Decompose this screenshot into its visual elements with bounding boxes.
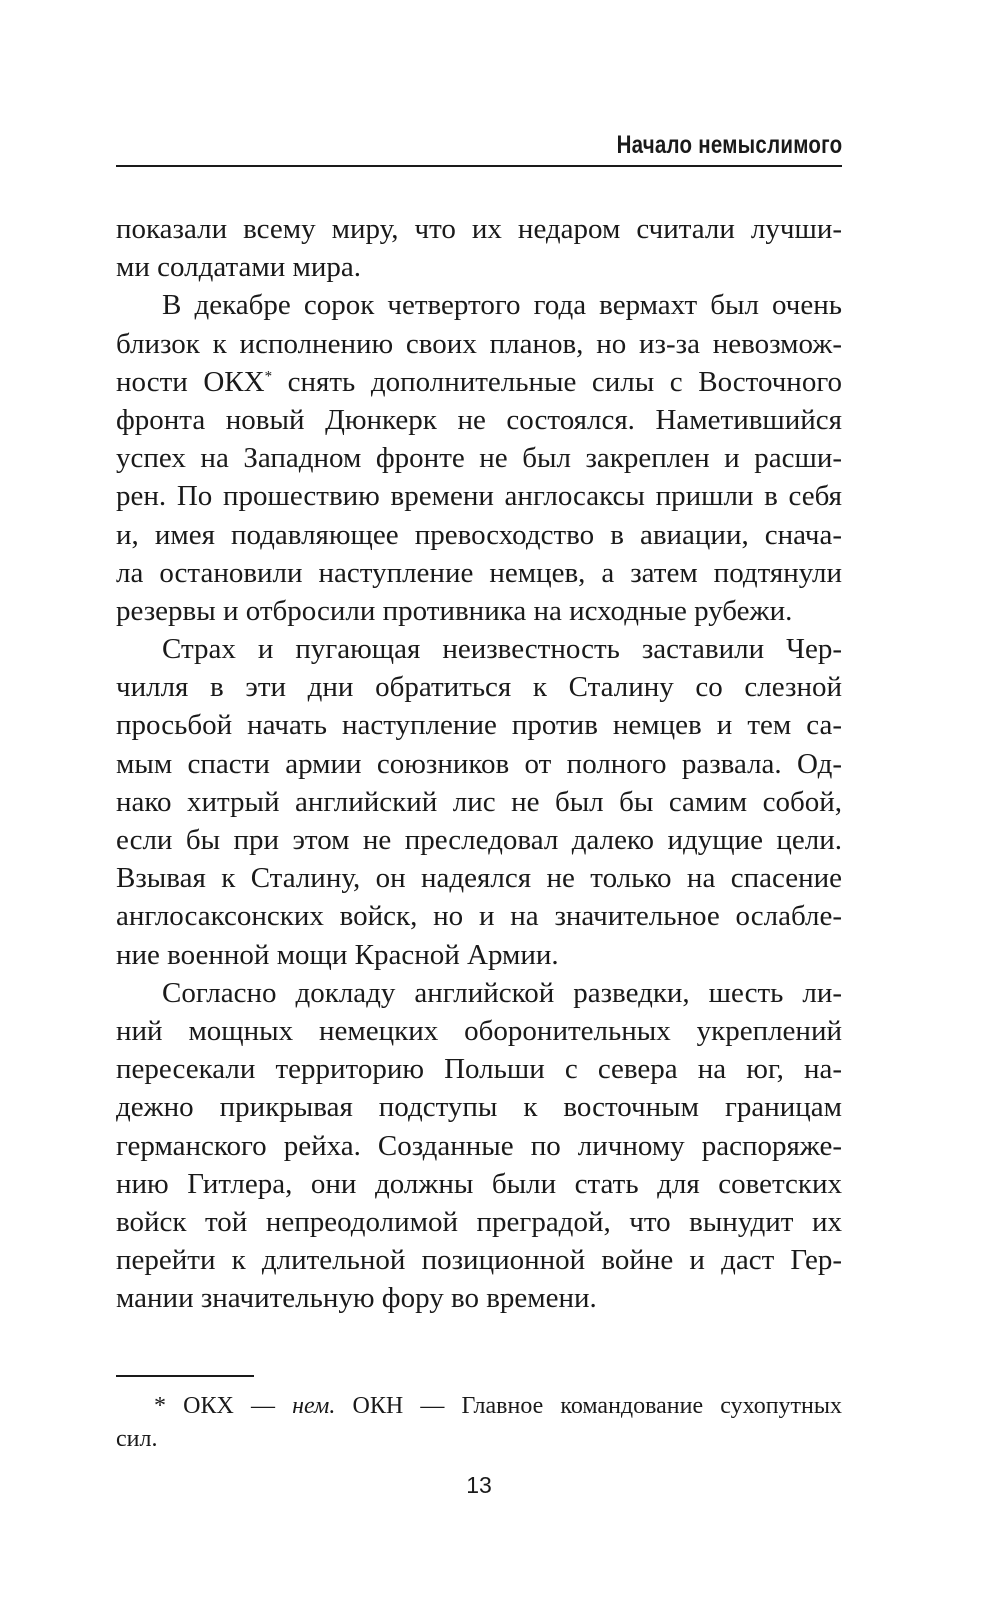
text-line: рен. По прошествию времени англосаксы пришли в себя xyxy=(116,480,842,513)
text-line: ми солдатами мира. xyxy=(116,251,361,284)
text-line: мании значительную фору во времени. xyxy=(116,1282,597,1315)
text-line: фронта новый Дюнкерк не состоялся. Наметившийся xyxy=(116,403,842,436)
text-line: нако хитрый английский лис не был бы самим собой, xyxy=(116,785,842,818)
text-line: перейти к длительной позиционной войне и даст Гер- xyxy=(116,1244,842,1277)
text-line: просьбой начать наступление против немцев и тем са- xyxy=(116,709,842,742)
footnote-line xyxy=(116,1390,842,1423)
paragraph-1 xyxy=(116,210,842,286)
page-number: 13 xyxy=(466,1472,492,1498)
running-head: Начало немыслимого xyxy=(616,131,842,159)
body-text xyxy=(116,210,842,1317)
text-line: В декабре сорок четвертого года вермахт был очень xyxy=(162,289,842,322)
text-line: Страх и пугающая неизвестность заставили Чер- xyxy=(162,633,842,666)
header-rule xyxy=(116,165,842,167)
text-line-with-footnote xyxy=(116,363,842,401)
text-line: Согласно докладу английской разведки, шесть ли- xyxy=(162,976,842,1009)
paragraph-4 xyxy=(116,974,842,1318)
footnote-rule xyxy=(116,1375,254,1377)
text-segment: снять дополнительные силы с Восточного xyxy=(272,365,842,398)
footnote-text: ОКН — Главное командование сухопутных xyxy=(335,1393,843,1419)
text-line: англосаксонских войск, но и на значительное ослабле- xyxy=(116,900,842,933)
text-line: нию Гитлера, они должны были стать для советских xyxy=(116,1167,842,1200)
text-line: ние военной мощи Красной Армии. xyxy=(116,938,559,971)
text-line: Взывая к Сталину, он надеялся не только на спасение xyxy=(116,862,842,895)
text-line: дежно прикрывая подступы к восточным границам xyxy=(116,1091,842,1124)
text-line: войск той непреодолимой преградой, что вынудит их xyxy=(116,1205,842,1238)
footnote-marker: * xyxy=(264,368,273,385)
footnote-prefix: * ОКХ — xyxy=(154,1393,293,1419)
text-line: близок к исполнению своих планов, но из-за невозмож- xyxy=(116,327,842,360)
text-line: резервы и отбросили противника на исходные рубежи. xyxy=(116,594,793,627)
text-segment: ности ОКХ xyxy=(116,365,265,398)
book-page xyxy=(116,0,842,1616)
footnote-language-abbr: нем. xyxy=(292,1393,336,1419)
text-line: показали всему миру, что их недаром считали лучши- xyxy=(116,213,842,245)
text-line: германского рейха. Созданные по личному распоряже- xyxy=(116,1129,842,1162)
paragraph-2 xyxy=(116,286,842,630)
text-line: ний мощных немецких оборонительных укреплений xyxy=(116,1014,842,1047)
paragraph-3 xyxy=(116,630,842,974)
text-line: ла остановили наступление немцев, а затем подтянули xyxy=(116,556,842,589)
text-line: и, имея подавляющее превосходство в авиации, снача- xyxy=(116,518,842,551)
footnote xyxy=(116,1390,842,1456)
text-line: чилля в эти дни обратиться к Сталину со слезной xyxy=(116,671,842,704)
text-line: мым спасти армии союзников от полного развала. Од- xyxy=(116,747,842,780)
text-line: успех на Западном фронте не был закреплен и расши- xyxy=(116,442,842,475)
text-line: если бы при этом не преследовал далеко идущие цели. xyxy=(116,824,842,856)
text-line: пересекали территорию Польши с севера на юг, на- xyxy=(116,1053,842,1086)
footnote-line: сил. xyxy=(116,1426,158,1452)
